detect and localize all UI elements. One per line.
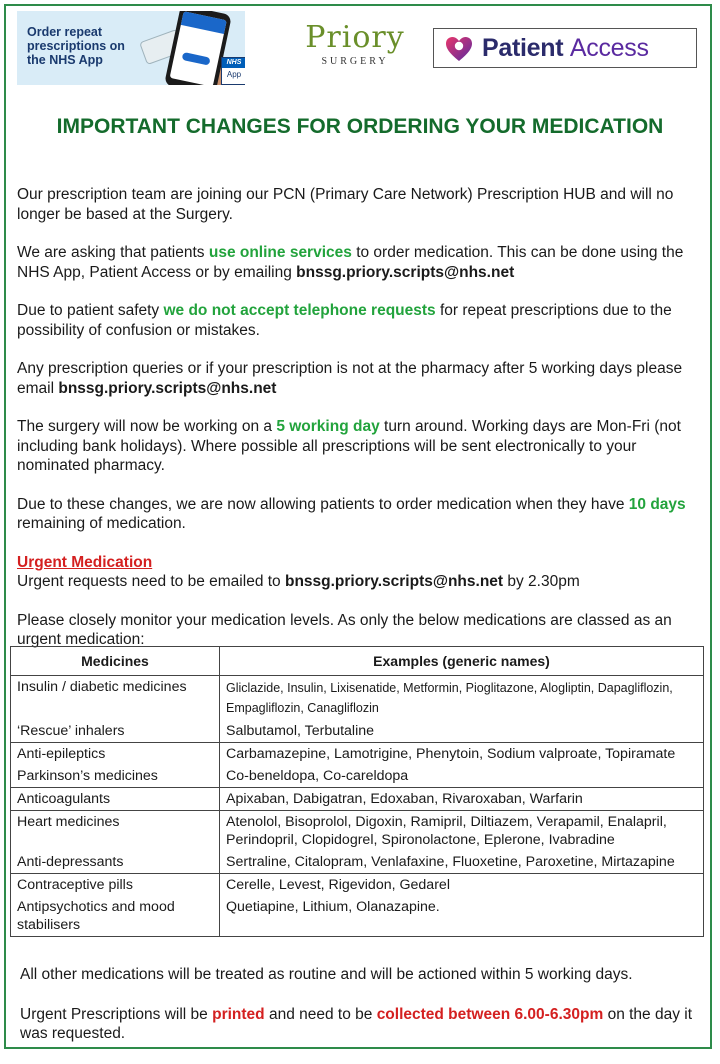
page-title: IMPORTANT CHANGES FOR ORDERING YOUR MEDICATION [56,115,664,138]
medicine-cell: Anti-epileptics [11,743,220,766]
nhs-app-badge [221,57,245,85]
table-row [11,676,704,721]
medicine-cell: Antipsychotics and mood stabilisers [11,896,220,937]
pa-word-patient: Patient [482,34,564,62]
urgent-collection-note: Urgent Prescriptions will be printed and need to be collected between 6.00-6.30pm on the day it was requested. [20,1005,693,1042]
footer-notes [20,965,706,1064]
highlight-10-days: 10 days [628,495,686,513]
table-header-examples: Examples (generic names) [220,647,704,676]
table-row [11,874,704,897]
patient-access-heart-icon [444,34,474,64]
table-row [11,720,704,743]
header [0,10,720,88]
paragraph-online: We are asking that patients use online services to order medication. This can be done using the NHS App, Patient Access or by emailing bnssg.priory.scripts@nhs.net [17,244,684,281]
paragraph-urgent: Urgent Medication Urgent requests need to be emailed to bnssg.priory.scripts@nhs.net by 2.30pm [17,553,580,590]
paragraph-10-days: Due to these changes, we are now allowing patients to order medication when they have 10 days remaining of medication. [17,495,686,532]
paragraph-monitor: Please closely monitor your medication levels. As only the below medications are classed as an urgent medication: [17,611,672,648]
routine-note: All other medications will be treated as routine and will be actioned within 5 working days. [20,966,633,983]
table-row [11,743,704,766]
urgent-medication-table [10,646,704,937]
examples-cell: Atenolol, Bisoprolol, Digoxin, Ramipril, Diltiazem, Verapamil, Enalapril, Perindopril, Clopidogrel, Spironolactone, Eplerone, Ivabradine [220,811,704,852]
paragraph-telephone: Due to patient safety we do not accept telephone requests for repeat prescriptions due to the possibility of confusion or mistakes. [17,302,672,339]
surgery-subtitle: SURGERY [321,56,389,67]
patient-access-logo[interactable] [433,28,697,68]
examples-cell: Apixaban, Dabigatran, Edoxaban, Rivaroxaban, Warfarin [220,788,704,811]
table-row [11,788,704,811]
email-link[interactable]: bnssg.priory.scripts@nhs.net [296,263,515,281]
table-row [11,896,704,937]
nhs-banner-text: Order repeat prescriptions on the NHS App [27,25,125,67]
examples-cell: Gliclazide, Insulin, Lixisenatide, Metformin, Pioglitazone, Alogliptin, Dapagliflozin, Empagliflozin, Canagliflozin [220,676,704,721]
highlight-telephone: we do not accept telephone requests [163,302,436,319]
medicine-cell: Parkinson’s medicines [11,765,220,788]
examples-cell: Co-beneldopa, Co-careldopa [220,765,704,788]
highlight-online: use online services [208,244,352,261]
highlight-printed: printed [212,1005,265,1023]
main-content [17,185,707,669]
table-row [11,851,704,874]
nhs-app-banner[interactable] [17,11,245,85]
examples-cell: Cerelle, Levest, Rigevidon, Gedarel [220,874,704,897]
medicine-cell: Insulin / diabetic medicines [11,676,220,721]
paragraph-turnaround: The surgery will now be working on a 5 working day turn around. Working days are Mon-Fri (not including bank holidays). Where possible all prescriptions will be sent electronically to your nominated pharmacy. [17,418,681,474]
email-link[interactable]: bnssg.priory.scripts@nhs.net [58,379,277,397]
examples-cell: Sertraline, Citalopram, Venlafaxine, Fluoxetine, Paroxetine, Mirtazapine [220,851,704,874]
medicine-cell: Contraceptive pills [11,874,220,897]
examples-cell: Quetiapine, Lithium, Olanazapine. [220,896,704,937]
table-row [11,765,704,788]
table-row [11,811,704,852]
nhs-badge-top: NHS [222,58,245,68]
email-link[interactable]: bnssg.priory.scripts@nhs.net [284,573,504,590]
surgery-name: Priory [305,20,405,55]
examples-cell: Salbutamol, Terbutaline [220,720,704,743]
medicine-cell: Anticoagulants [11,788,220,811]
medicine-cell: Anti-depressants [11,851,220,874]
highlight-5-days: 5 working day [276,418,380,435]
highlight-collection-time: collected between 6.00-6.30pm [376,1005,604,1023]
paragraph-hub: Our prescription team are joining our PCN (Primary Care Network) Prescription HUB and will no longer be based at the Surgery. [17,186,674,223]
table-header-medicines: Medicines [11,647,220,676]
medicine-cell: Heart medicines [11,811,220,852]
examples-cell: Carbamazepine, Lamotrigine, Phenytoin, Sodium valproate, Topiramate [220,743,704,766]
pa-word-access: Access [569,34,649,62]
urgent-heading: Urgent Medication [17,553,153,571]
patient-access-wordmark [482,32,649,64]
medicine-cell: ‘Rescue’ inhalers [11,720,220,743]
priory-surgery-logo [300,20,410,90]
nhs-badge-bottom: App [226,70,242,79]
paragraph-queries: Any prescription queries or if your prescription is not at the pharmacy after 5 working days please email bnssg.priory.scripts@nhs.net [17,360,683,397]
